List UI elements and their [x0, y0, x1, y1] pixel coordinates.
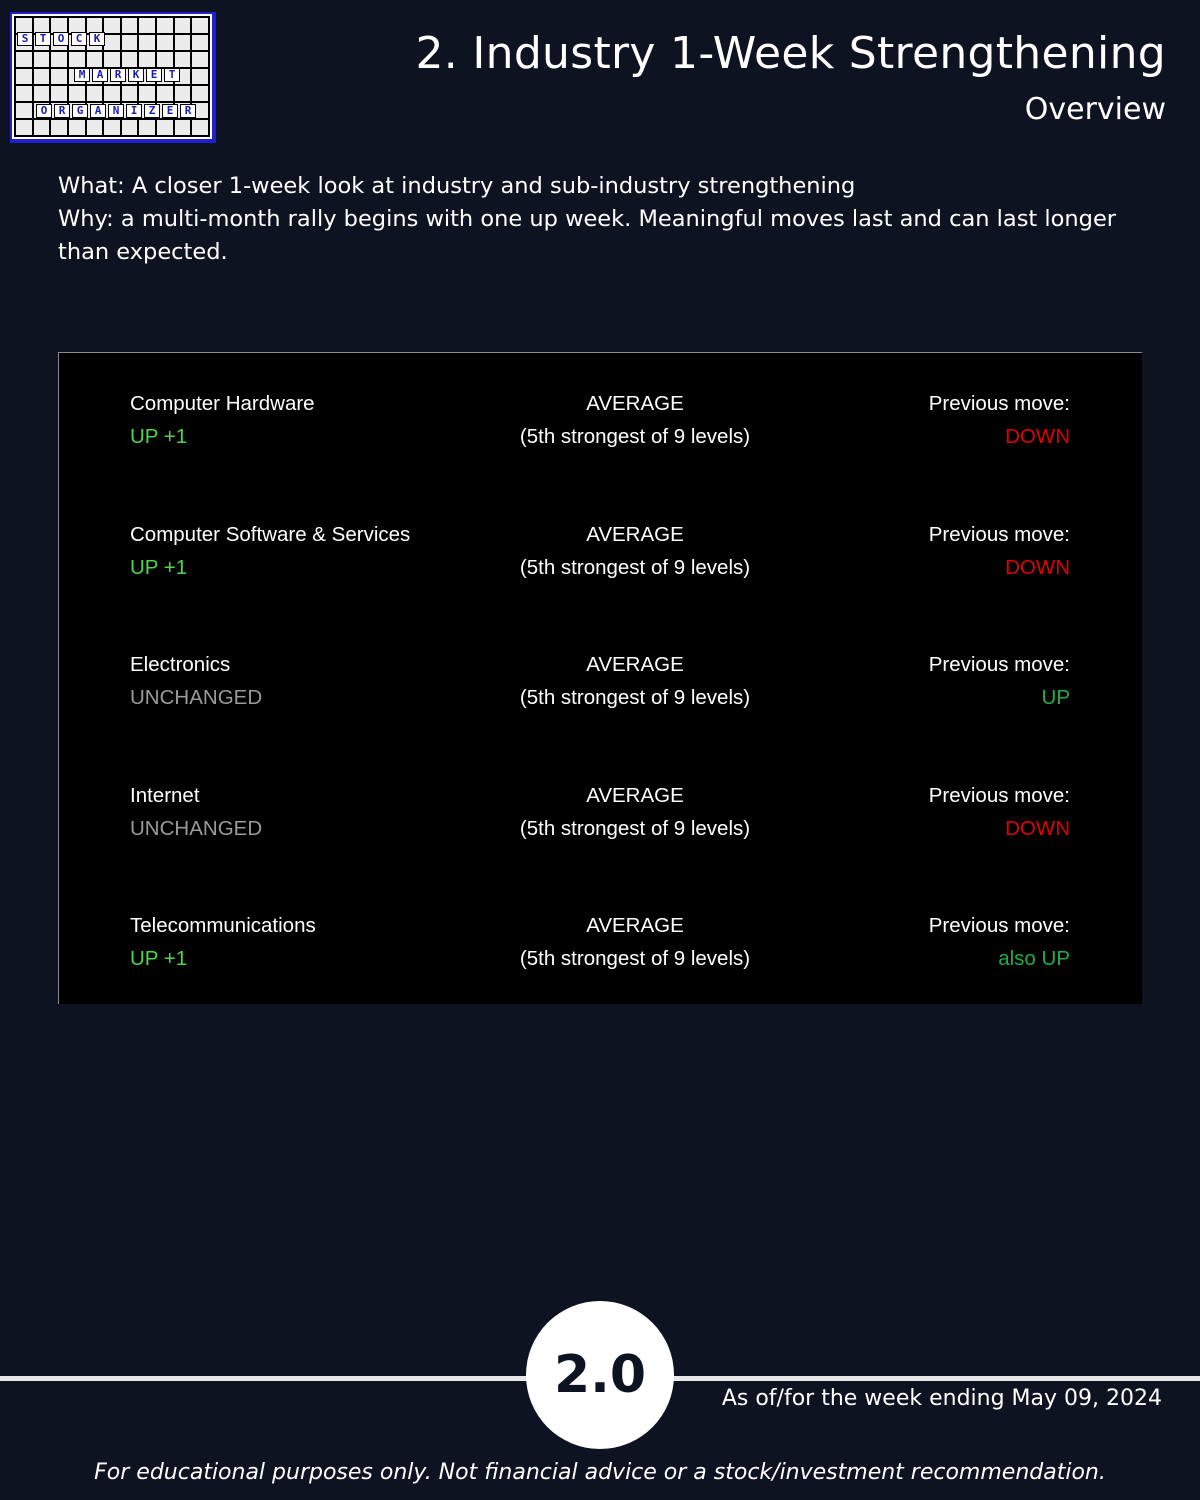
logo-grid-cell	[192, 35, 208, 50]
logo-grid-cell	[122, 86, 138, 101]
logo-letter: E	[146, 68, 162, 82]
logo-grid-cell	[122, 52, 138, 67]
industry-change: UP +1	[130, 425, 188, 448]
logo-grid-cell	[104, 18, 120, 33]
logo-grid-cell	[51, 120, 67, 135]
disclaimer: For educational purposes only. Not financial advice or a stock/investment recommendation.	[94, 1460, 1106, 1485]
logo-letter: E	[162, 104, 178, 118]
logo-grid-cell	[157, 18, 173, 33]
industry-name: Telecommunications	[130, 914, 316, 937]
logo-grid-cell	[139, 52, 155, 67]
logo-letter: I	[126, 104, 142, 118]
industry-name-cell	[130, 779, 262, 845]
logo-grid-cell	[157, 120, 173, 135]
industry-level-detail: (5th strongest of 9 levels)	[519, 425, 751, 448]
logo-grid-cell	[122, 18, 138, 33]
industry-row	[59, 909, 1142, 979]
logo-grid-cell	[192, 18, 208, 33]
previous-move-cell	[929, 779, 1070, 845]
logo-letter: C	[71, 32, 87, 46]
logo-letter: O	[36, 104, 52, 118]
previous-move-value: DOWN	[1005, 425, 1070, 448]
logo-grid-cell	[104, 35, 120, 50]
logo-letter: A	[90, 104, 106, 118]
logo-grid-cell	[16, 18, 32, 33]
logo-grid-cell	[139, 35, 155, 50]
industry-level-cell	[435, 779, 835, 845]
industry-name: Computer Software & Services	[130, 523, 411, 546]
industry-level-cell	[435, 518, 835, 584]
logo-grid-cell	[16, 52, 32, 67]
previous-move-cell	[929, 518, 1070, 584]
industry-row	[59, 648, 1142, 718]
section-number-badge: 2.0	[526, 1301, 674, 1449]
industry-level: AVERAGE	[586, 653, 684, 676]
industry-level-detail: (5th strongest of 9 levels)	[519, 686, 751, 709]
logo-grid-cell	[87, 120, 103, 135]
logo-grid-cell	[122, 35, 138, 50]
logo-letter: O	[53, 32, 69, 46]
logo-grid-cell	[175, 52, 191, 67]
previous-move-cell	[929, 909, 1070, 975]
logo-grid-cell	[175, 18, 191, 33]
logo-grid-cell	[16, 86, 32, 101]
logo-grid-cell	[175, 86, 191, 101]
logo-grid-cell	[34, 18, 50, 33]
logo-letter: G	[72, 104, 88, 118]
logo-grid-cell	[175, 35, 191, 50]
previous-move-cell	[929, 387, 1070, 453]
industry-level-cell	[435, 387, 835, 453]
industry-level-detail: (5th strongest of 9 levels)	[519, 556, 751, 579]
logo-grid-cell	[51, 52, 67, 67]
logo-grid-cell	[16, 69, 32, 84]
logo-grid-cell	[34, 69, 50, 84]
previous-move-label: Previous move:	[928, 653, 1070, 676]
logo-word-stock	[17, 32, 105, 46]
previous-move-value: DOWN	[1005, 556, 1070, 579]
logo-letter: R	[54, 104, 70, 118]
industry-change: UP +1	[130, 556, 188, 579]
logo-word-market	[74, 68, 180, 82]
industry-change: UNCHANGED	[130, 817, 263, 840]
industry-level-cell	[435, 909, 835, 975]
logo-grid-cell	[122, 120, 138, 135]
logo-grid-cell	[69, 52, 85, 67]
stock-market-organizer-logo	[10, 12, 216, 143]
logo-grid-cell	[34, 120, 50, 135]
logo-letter: Z	[144, 104, 160, 118]
page-subtitle: Overview	[1024, 92, 1166, 127]
logo-grid-cell	[69, 18, 85, 33]
logo-grid-cell	[51, 69, 67, 84]
industry-level-detail: (5th strongest of 9 levels)	[519, 947, 751, 970]
logo-grid-cell	[139, 120, 155, 135]
logo-grid-cell	[34, 52, 50, 67]
logo-grid-cell	[157, 52, 173, 67]
logo-grid-cell	[87, 18, 103, 33]
logo-letter: A	[92, 68, 108, 82]
logo-grid-cell	[69, 120, 85, 135]
logo-grid-cell	[51, 86, 67, 101]
logo-letter: T	[164, 68, 180, 82]
logo-grid-cell	[139, 86, 155, 101]
previous-move-label: Previous move:	[928, 914, 1070, 937]
industry-level-cell	[435, 648, 835, 714]
industry-change: UP +1	[130, 947, 188, 970]
logo-word-organizer	[36, 104, 196, 118]
logo-grid-cell	[139, 18, 155, 33]
description	[58, 170, 1148, 269]
logo-grid-cell	[104, 120, 120, 135]
logo-letter: T	[35, 32, 51, 46]
industry-level: AVERAGE	[586, 914, 684, 937]
industry-row	[59, 387, 1142, 457]
logo-grid-cell	[87, 52, 103, 67]
industry-panel	[58, 352, 1142, 1004]
logo-grid-cell	[87, 86, 103, 101]
industry-change: UNCHANGED	[130, 686, 263, 709]
industry-row	[59, 518, 1142, 588]
logo-grid-cell	[175, 120, 191, 135]
logo-grid-cell	[192, 120, 208, 135]
logo-grid-cell	[104, 52, 120, 67]
logo-grid-cell	[157, 86, 173, 101]
previous-move-label: Previous move:	[928, 523, 1070, 546]
logo-grid-cell	[51, 18, 67, 33]
description-what: What: A closer 1-week look at industry and sub-industry strengthening	[58, 173, 856, 199]
description-why: Why: a multi-month rally begins with one up week. Meaningful moves last and can last longer than expected.	[58, 206, 1117, 265]
industry-name: Electronics	[130, 653, 231, 676]
previous-move-label: Previous move:	[928, 784, 1070, 807]
previous-move-value: DOWN	[1005, 817, 1070, 840]
industry-name: Internet	[130, 784, 200, 807]
logo-letter: K	[128, 68, 144, 82]
logo-grid-cell	[192, 86, 208, 101]
logo-letter: K	[89, 32, 105, 46]
logo-letter: N	[108, 104, 124, 118]
logo-grid-cell	[34, 86, 50, 101]
previous-move-cell	[929, 648, 1070, 714]
industry-level-detail: (5th strongest of 9 levels)	[519, 817, 751, 840]
industry-row	[59, 779, 1142, 849]
logo-letter: M	[74, 68, 90, 82]
previous-move-label: Previous move:	[928, 392, 1070, 415]
industry-level: AVERAGE	[586, 392, 684, 415]
as-of-date: As of/for the week ending May 09, 2024	[721, 1386, 1162, 1411]
industry-level: AVERAGE	[586, 784, 684, 807]
logo-grid-cell	[104, 86, 120, 101]
logo-letter: R	[180, 104, 196, 118]
logo-grid-cell	[69, 86, 85, 101]
industry-name-cell	[130, 518, 410, 584]
industry-name-cell	[130, 909, 316, 975]
logo-grid-cell	[192, 52, 208, 67]
logo-grid-cell	[16, 120, 32, 135]
industry-name: Computer Hardware	[130, 392, 315, 415]
previous-move-value: UP	[1041, 686, 1070, 709]
logo-grid-cell	[192, 69, 208, 84]
logo-letter: S	[17, 32, 33, 46]
industry-level: AVERAGE	[586, 523, 684, 546]
page-title: 2. Industry 1-Week Strengthening	[415, 28, 1166, 79]
previous-move-value: also UP	[998, 947, 1070, 970]
logo-grid-cell	[16, 103, 32, 118]
logo-letter: R	[110, 68, 126, 82]
industry-name-cell	[130, 387, 315, 453]
industry-name-cell	[130, 648, 262, 714]
logo-grid-cell	[157, 35, 173, 50]
